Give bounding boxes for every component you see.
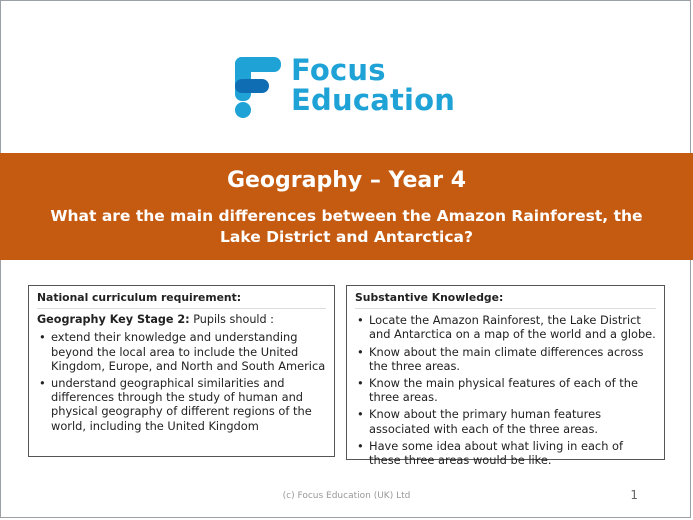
page-number: 1 bbox=[630, 488, 638, 502]
curriculum-heading: National curriculum requirement: bbox=[37, 291, 326, 309]
key-stage-text: Pupils should : bbox=[189, 313, 274, 327]
page-title: Geography – Year 4 bbox=[226, 168, 467, 193]
list-item: • Know about the main climate differences across the three areas. bbox=[355, 345, 656, 373]
key-stage-line bbox=[37, 313, 326, 327]
knowledge-heading: Substantive Knowledge: bbox=[355, 291, 656, 309]
knowledge-box bbox=[346, 285, 665, 468]
list-item: • Have some idea about what living in each of these three areas would be like. bbox=[355, 439, 656, 467]
list-item: • understand geographical similarities and differences through the study of human and physical geography of different regions of the world, including the United Kingdom bbox=[37, 376, 326, 433]
curriculum-box bbox=[28, 285, 335, 457]
key-stage-label: Geography Key Stage 2: bbox=[37, 313, 190, 327]
title-banner bbox=[0, 153, 693, 260]
logo-wordmark bbox=[291, 55, 455, 115]
list-item: • Locate the Amazon Rainforest, the Lake District and Antarctica on a map of the world and a globe. bbox=[355, 313, 656, 341]
knowledge-list bbox=[355, 313, 656, 467]
footer-credit: (c) Focus Education (UK) Ltd bbox=[282, 491, 411, 501]
list-item: • extend their knowledge and understanding beyond the local area to include the United Kingdom, Europe, and North and South America bbox=[37, 330, 326, 373]
list-item: • Know about the primary human features associated with each of the three areas. bbox=[355, 407, 656, 435]
focus-logo-icon bbox=[233, 55, 285, 119]
list-item: • Know the main physical features of each of the three areas. bbox=[355, 376, 656, 404]
page-subtitle: What are the main differences between the Amazon Rainforest, the Lake District and Antarctica? bbox=[50, 207, 643, 246]
logo-line-education: Education bbox=[291, 83, 456, 117]
curriculum-list bbox=[37, 330, 326, 432]
focus-education-logo bbox=[233, 55, 473, 125]
logo-line-focus: Focus bbox=[291, 53, 386, 87]
